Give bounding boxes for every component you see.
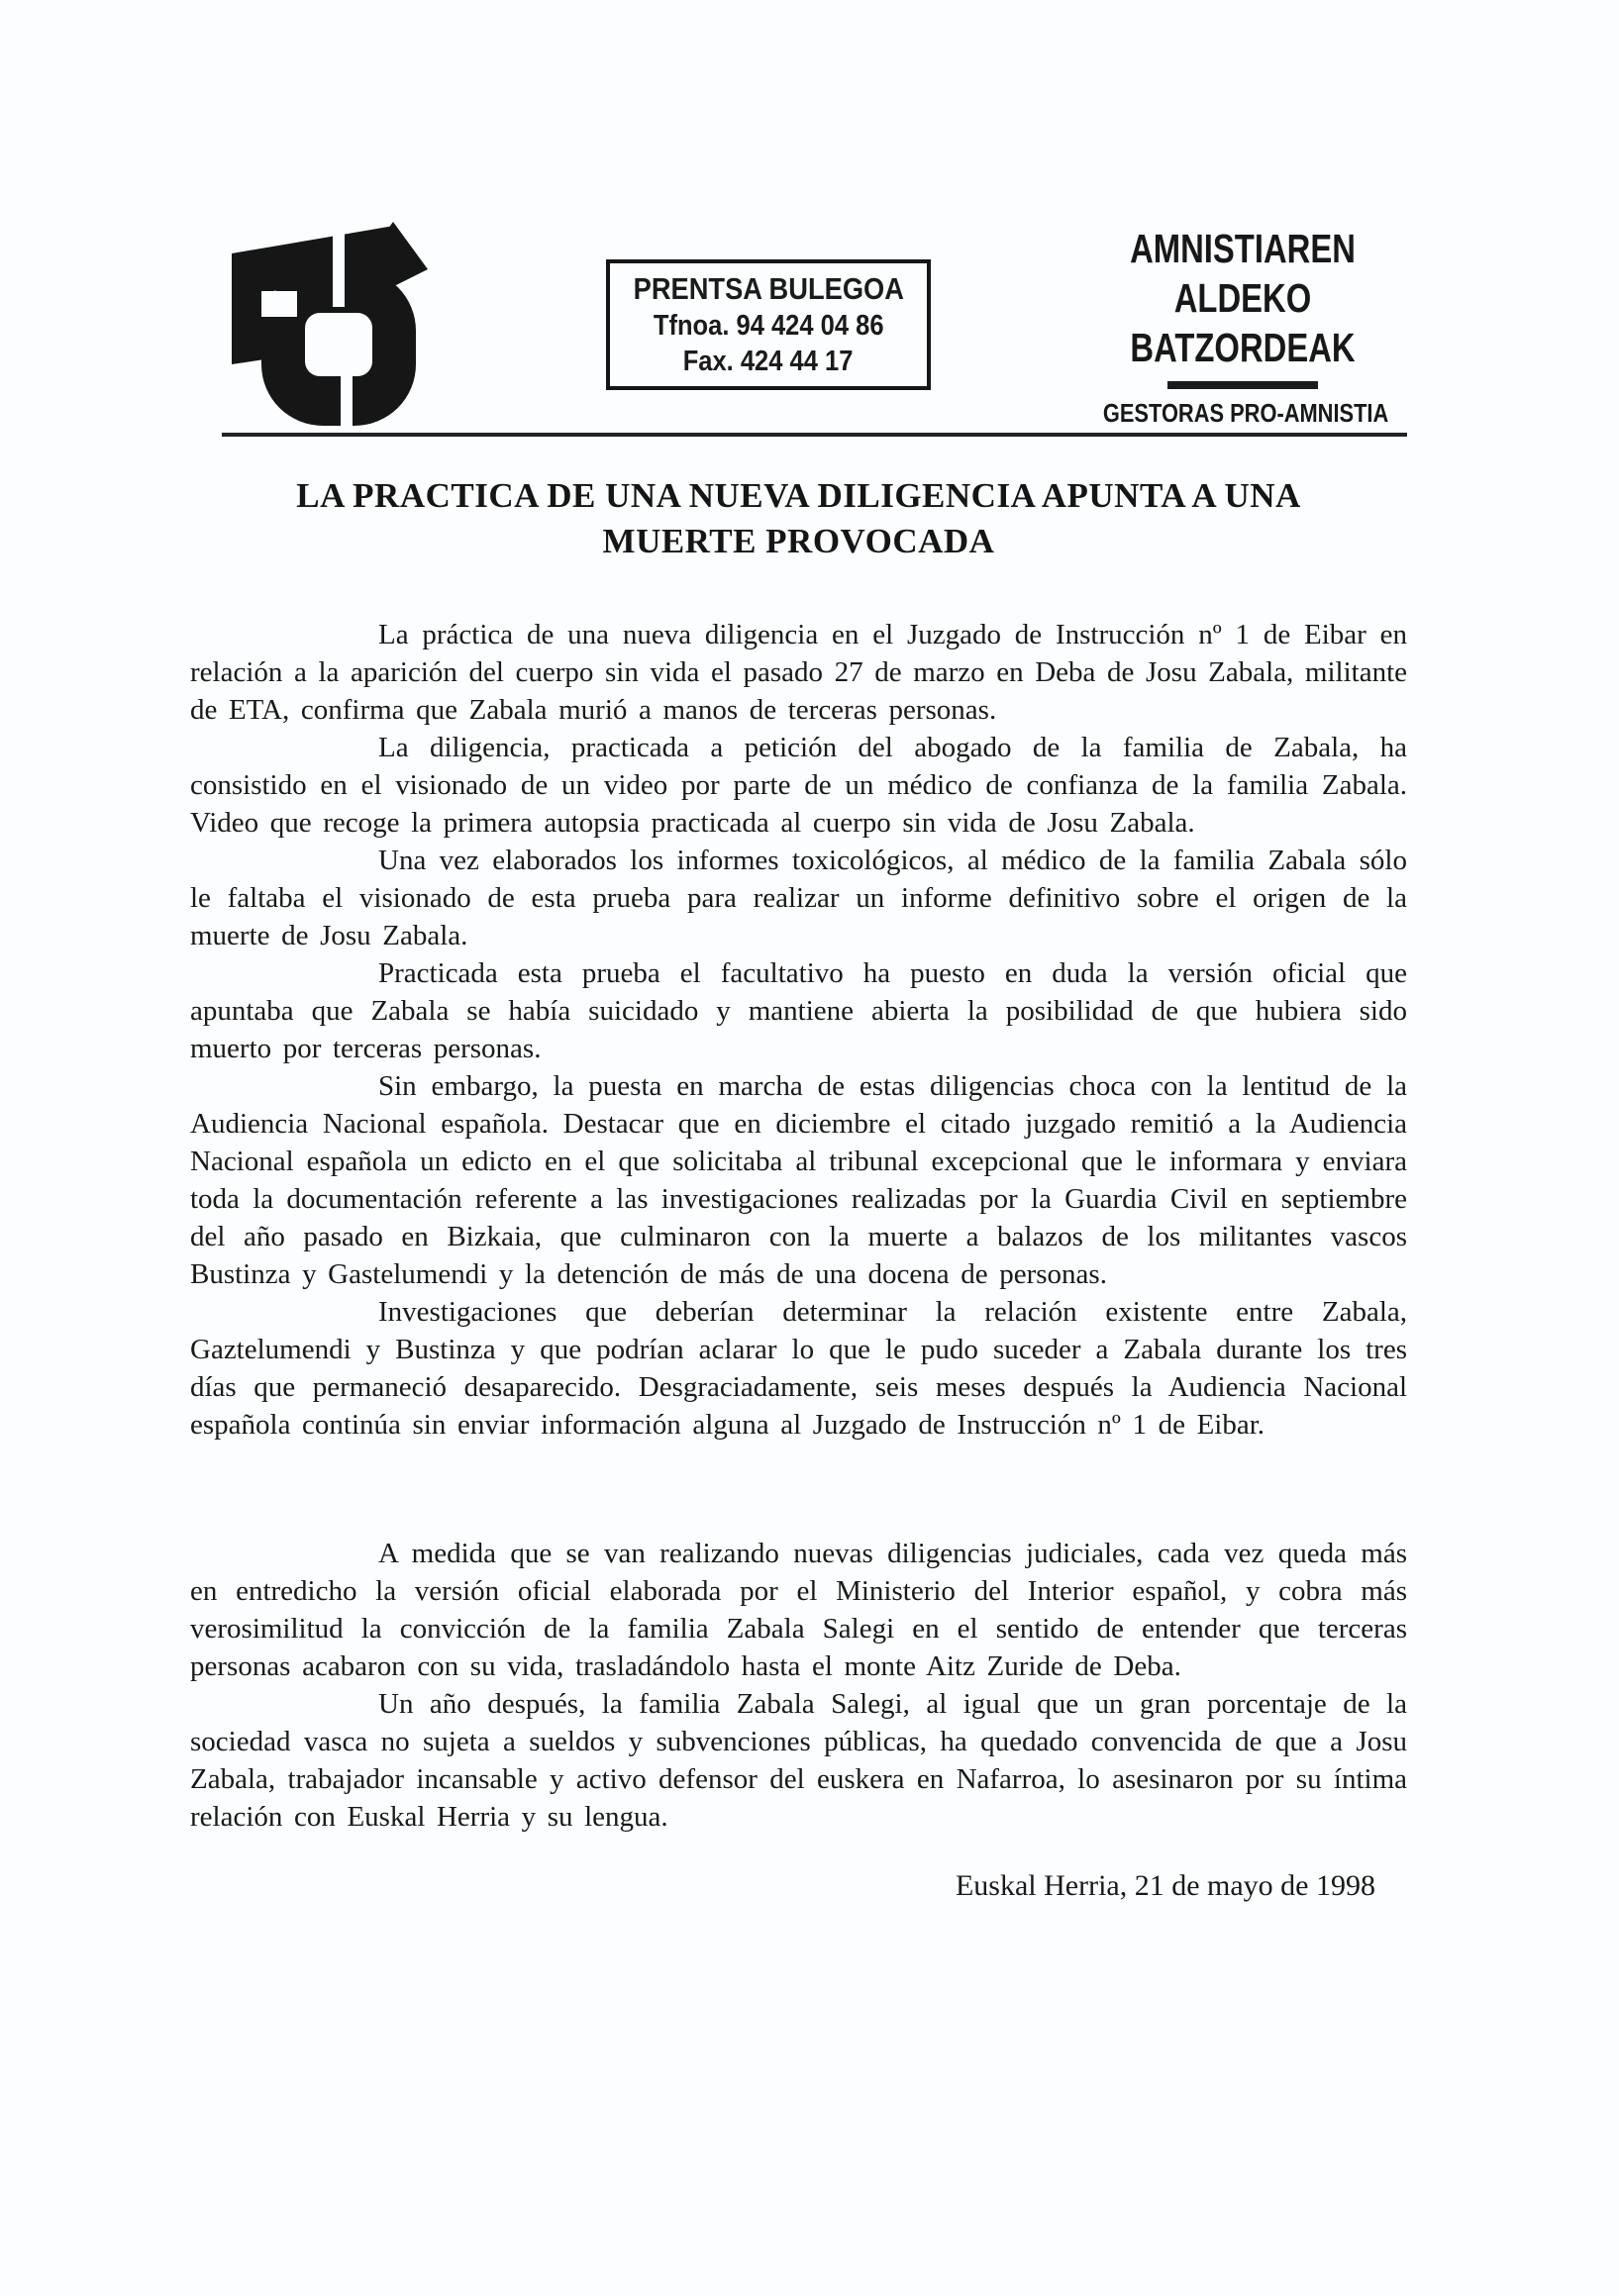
- paragraph: A medida que se van realizando nuevas diligencias judiciales, cada vez queda más en entredicho la versión oficial elaborada por el Ministerio del Interior español, y cobra más verosimilitud la convicción de la familia Zabala Salegi en el sentido de entender que terceras personas acabaron con su vida, trasladándolo hasta el monte Aitz Zuride de Deba.: [190, 1538, 1407, 1682]
- paragraph: Sin embargo, la puesta en marcha de estas diligencias choca con la lentitud de la Audiencia Nacional española. Destacar que en diciembre el citado juzgado remitió a la Audiencia Nacional española un edicto en el que solicitaba al tribunal excepcional que le informara y enviara toda la documentación referente a las investigaciones realizadas por la Guardia Civil en septiembre del año pasado en Bizkaia, que culminaron con la muerte a balazos de los militantes vascos Bustinza y Gastelumendi y la detención de más de una docena de personas.: [190, 1070, 1407, 1290]
- paragraph: La práctica de una nueva diligencia en el Juzgado de Instrucción nº 1 de Eibar en relación a la aparición del cuerpo sin vida el pasado 27 de marzo en Deba de Josu Zabala, militante de ETA, confirma que Zabala murió a manos de terceras personas.: [190, 619, 1407, 726]
- org-name-line-2: ALDEKO: [1173, 275, 1312, 321]
- org-subtitle: GESTORAS PRO-AMNISTIA: [1102, 398, 1389, 428]
- press-office-phone: Tfnoa. 94 424 04 86: [653, 310, 884, 342]
- paragraph: Practicada esta prueba el facultativo ha puesto en duda la versión oficial que apuntaba que Zabala se había suicidado y mantiene abierta la posibilidad de que hubiera sido muerto por terceras personas.: [190, 957, 1407, 1064]
- paragraph: Una vez elaborados los informes toxicológicos, al médico de la familia Zabala sólo le faltaba el visionado de esta prueba para realizar un informe definitivo sobre el origen de la muerte de Josu Zabala.: [190, 845, 1407, 951]
- gestoras-pro-amnistia-logo-icon: [214, 210, 457, 438]
- closing-dateline: Euskal Herria, 21 de mayo de 1998: [955, 1869, 1375, 1902]
- paragraph: Un año después, la familia Zabala Salegi, al igual que un gran porcentaje de la sociedad vasca no sujeta a sueldos y subvenciones públicas, ha quedado convencida de que a Josu Zabala, trabajador incansable y activo defensor del euskera en Nafarroa, lo asesinaron por su íntima relación con Euskal Herria y su lengua.: [190, 1688, 1407, 1833]
- press-office-contact-box: [606, 259, 931, 390]
- organization-block: [1076, 224, 1409, 428]
- press-office-fax: Fax. 424 44 17: [683, 346, 854, 377]
- org-name-line-1: AMNISTIAREN: [1130, 226, 1356, 271]
- paragraph: La diligencia, practicada a petición del abogado de la familia de Zabala, ha consistido en el visionado de un video por parte de un médico de confianza de la familia Zabala. Video que recoge la primera autopsia practicada al cuerpo sin vida de Josu Zabala.: [190, 732, 1407, 839]
- press-office-title: PRENTSA BULEGOA: [633, 271, 904, 306]
- document-title-line-2: MUERTE PROVOCADA: [602, 522, 995, 560]
- org-name-line-3: BATZORDEAK: [1130, 325, 1356, 370]
- document-content: [190, 473, 1407, 1903]
- org-divider: [1167, 381, 1318, 389]
- body-paragraphs: [190, 616, 1407, 1836]
- document-title: [190, 473, 1407, 564]
- document-title-line-1: LA PRACTICA DE UNA NUEVA DILIGENCIA APUNTA A UNA: [296, 476, 1301, 515]
- paragraph: Investigaciones que deberían determinar la relación existente entre Zabala, Gaztelumendi y Bustinza y que podrían aclarar lo que le pudo suceder a Zabala durante los tres días que permaneció desaparecido. Desgraciadamente, seis meses después la Audiencia Nacional española continúa sin enviar información alguna al Juzgado de Instrucción nº 1 de Eibar.: [190, 1296, 1407, 1441]
- header-rule: [222, 433, 1407, 437]
